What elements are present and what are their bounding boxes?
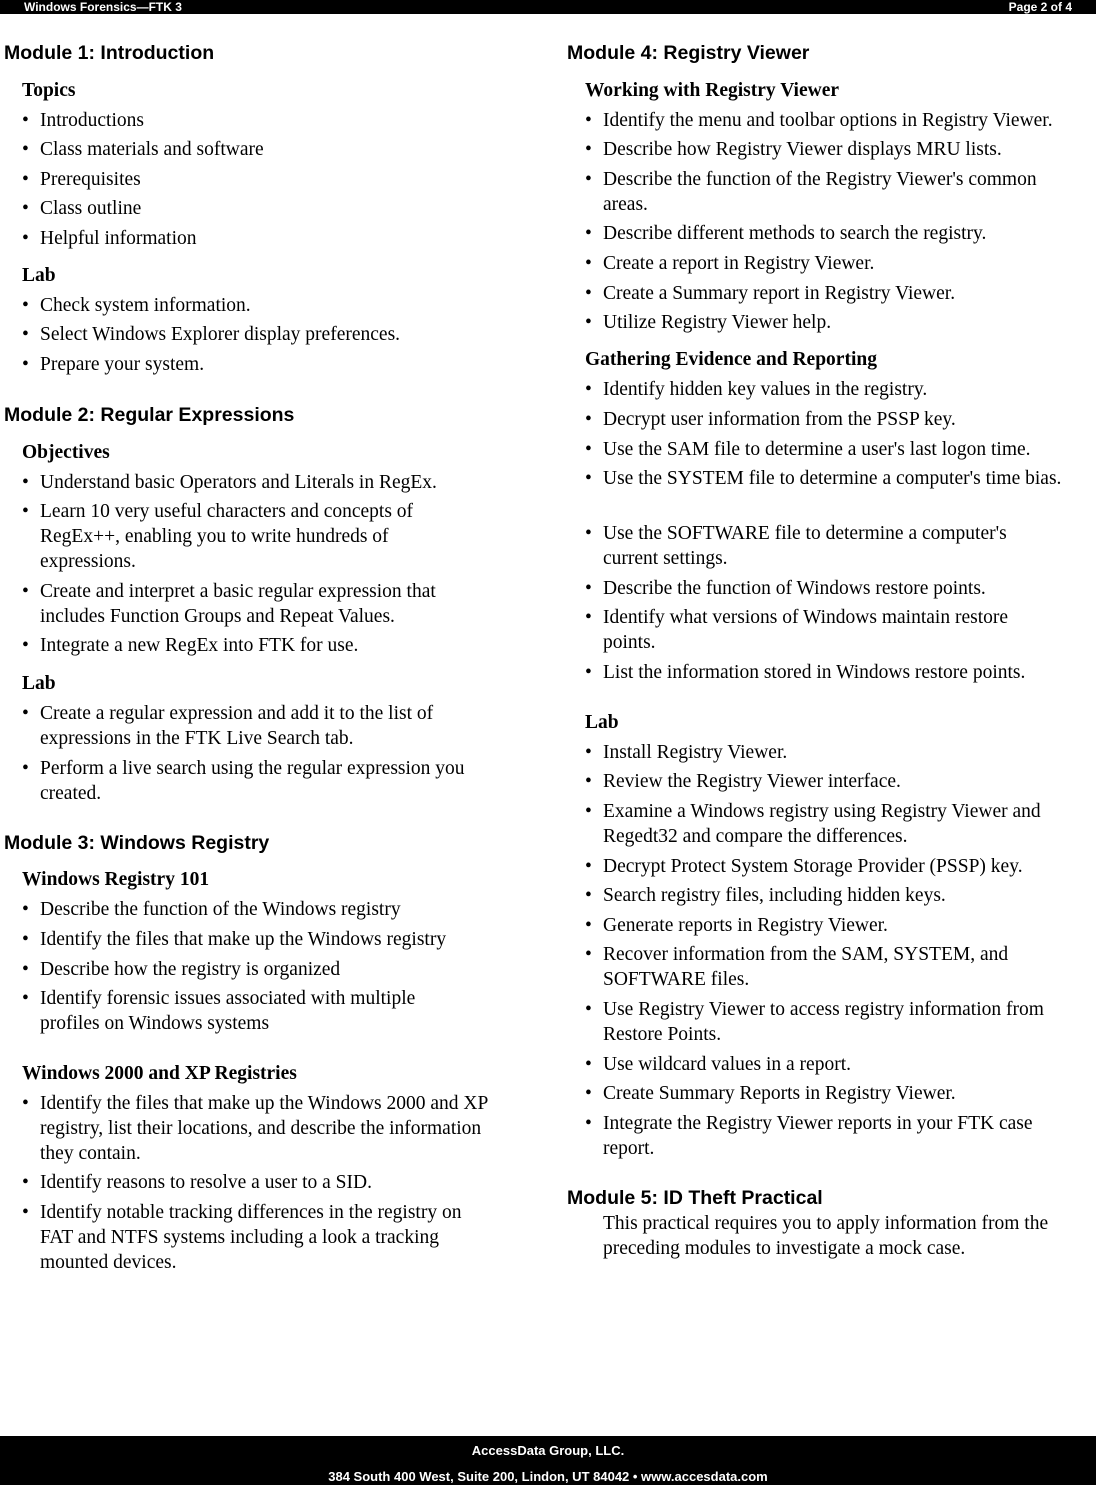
- bullet-icon: •: [22, 228, 29, 249]
- list-item: • Prepare your system.: [22, 354, 205, 375]
- list-item: • Use the SOFTWARE file to determine a computer's current settings.: [585, 523, 1007, 569]
- bullet-icon: •: [585, 607, 592, 628]
- module-2-title: Module 2: Regular Expressions: [4, 404, 295, 426]
- list-item: • Class outline: [22, 198, 142, 219]
- bullet-icon: •: [22, 169, 29, 190]
- bullet-icon: •: [22, 899, 29, 920]
- bullet-icon: •: [585, 771, 592, 792]
- module-3-title: Module 3: Windows Registry: [4, 832, 270, 854]
- module-4-lab-heading: Lab: [585, 712, 619, 733]
- bullet-icon: •: [585, 283, 592, 304]
- list-item: • Decrypt Protect System Storage Provider (PSSP) key.: [585, 856, 1023, 877]
- list-item: • Perform a live search using the regular expression you created.: [22, 758, 465, 804]
- list-item: • Describe the function of the Registry Viewer's common areas.: [585, 169, 1037, 215]
- bullet-icon: •: [22, 1202, 29, 1223]
- module-1-lab-heading: Lab: [22, 265, 56, 286]
- list-item: • Use wildcard values in a report.: [585, 1054, 851, 1075]
- page-header-bar: [0, 0, 1096, 14]
- bullet-icon: •: [585, 139, 592, 160]
- bullet-icon: •: [22, 110, 29, 131]
- bullet-icon: •: [585, 1054, 592, 1075]
- bullet-icon: •: [585, 662, 592, 683]
- bullet-icon: •: [585, 578, 592, 599]
- list-item: • Class materials and software: [22, 139, 264, 160]
- bullet-icon: •: [22, 635, 29, 656]
- bullet-icon: •: [585, 742, 592, 763]
- bullet-icon: •: [585, 409, 592, 430]
- bullet-icon: •: [585, 523, 592, 544]
- list-item: • Create and interpret a basic regular expression that includes Function Groups and Repeat Values.: [22, 581, 436, 627]
- list-item: • Create a report in Registry Viewer.: [585, 253, 875, 274]
- list-item: • Integrate the Registry Viewer reports in your FTK case report.: [585, 1113, 1033, 1159]
- list-item: • Recover information from the SAM, SYSTEM, and SOFTWARE files.: [585, 944, 1009, 990]
- list-item: • Create a Summary report in Registry Viewer.: [585, 283, 956, 304]
- list-item: • Identify hidden key values in the registry.: [585, 379, 928, 400]
- module-5-title: Module 5: ID Theft Practical: [567, 1187, 823, 1209]
- list-item: • Identify the files that make up the Windows registry: [22, 929, 447, 950]
- list-item: • Identify reasons to resolve a user to a SID.: [22, 1172, 372, 1193]
- list-item: • Prerequisites: [22, 169, 141, 190]
- list-item: • Identify forensic issues associated with multiple profiles on Windows systems: [22, 988, 416, 1034]
- bullet-icon: •: [22, 139, 29, 160]
- module-3-registry-101-heading: Windows Registry 101: [22, 869, 210, 890]
- list-item: • Identify notable tracking differences in the registry on FAT and NTFS systems including a look a tracking mounted devices.: [22, 1202, 462, 1273]
- document-title: Windows Forensics—FTK 3: [24, 0, 182, 14]
- module-3-xp-heading: Windows 2000 and XP Registries: [22, 1063, 297, 1084]
- list-item: • Create Summary Reports in Registry Viewer.: [585, 1083, 956, 1104]
- list-item: • Examine a Windows registry using Registry Viewer and Regedt32 and compare the differences.: [585, 801, 1041, 847]
- bullet-icon: •: [585, 856, 592, 877]
- bullet-icon: •: [22, 295, 29, 316]
- bullet-icon: •: [22, 472, 29, 493]
- bullet-icon: •: [585, 1113, 592, 1134]
- list-item: • Select Windows Explorer display preferences.: [22, 324, 401, 345]
- bullet-icon: •: [585, 439, 592, 460]
- module-4-gathering-heading: Gathering Evidence and Reporting: [585, 349, 877, 370]
- list-item: • Understand basic Operators and Literals in RegEx.: [22, 472, 437, 493]
- list-item: • Check system information.: [22, 295, 251, 316]
- bullet-icon: •: [22, 929, 29, 950]
- module-2-objectives-heading: Objectives: [22, 442, 110, 463]
- list-item: • Integrate a new RegEx into FTK for use.: [22, 635, 359, 656]
- company-address: 384 South 400 West, Suite 200, Lindon, UT 84042 • www.accesdata.com: [328, 1469, 768, 1484]
- list-item: • Identify the files that make up the Windows 2000 and XP registry, list their locations, and describe the information they contain.: [22, 1093, 488, 1164]
- bullet-icon: •: [22, 988, 29, 1009]
- list-item: • Identify the menu and toolbar options in Registry Viewer.: [585, 110, 1053, 131]
- page-number: Page 2 of 4: [1008, 0, 1072, 14]
- bullet-icon: •: [22, 198, 29, 219]
- list-item: • Describe different methods to search the registry.: [585, 223, 987, 244]
- bullet-icon: •: [22, 1172, 29, 1193]
- bullet-icon: •: [22, 324, 29, 345]
- list-item: • Introductions: [22, 110, 144, 131]
- bullet-icon: •: [22, 581, 29, 602]
- list-item: • Describe how Registry Viewer displays MRU lists.: [585, 139, 1002, 160]
- bullet-icon: •: [585, 885, 592, 906]
- list-item: • Describe how the registry is organized: [22, 959, 341, 980]
- bullet-icon: •: [585, 169, 592, 190]
- list-item: • Create a regular expression and add it to the list of expressions in the FTK Live Search tab.: [22, 703, 434, 749]
- bullet-icon: •: [585, 944, 592, 965]
- list-item: • Review the Registry Viewer interface.: [585, 771, 901, 792]
- bullet-icon: •: [22, 703, 29, 724]
- bullet-icon: •: [585, 915, 592, 936]
- list-item: • Search registry files, including hidden keys.: [585, 885, 946, 906]
- list-item: • Decrypt user information from the PSSP key.: [585, 409, 956, 430]
- bullet-icon: •: [585, 223, 592, 244]
- list-item: • Describe the function of the Windows registry: [22, 899, 401, 920]
- bullet-icon: •: [585, 253, 592, 274]
- module-5-description: This practical requires you to apply information from the preceding modules to investigate a mock case.: [603, 1213, 1049, 1259]
- list-item: • Use the SYSTEM file to determine a computer's time bias.: [585, 468, 1062, 489]
- bullet-icon: •: [585, 110, 592, 131]
- bullet-icon: •: [585, 999, 592, 1020]
- list-item: • Utilize Registry Viewer help.: [585, 312, 832, 333]
- bullet-icon: •: [585, 379, 592, 400]
- list-item: • Identify what versions of Windows maintain restore points.: [585, 607, 1009, 653]
- list-item: • Use the SAM file to determine a user's last logon time.: [585, 439, 1031, 460]
- list-item: • Helpful information: [22, 228, 197, 249]
- bullet-icon: •: [22, 959, 29, 980]
- list-item: • Install Registry Viewer.: [585, 742, 788, 763]
- company-name: AccessData Group, LLC.: [471, 1443, 625, 1458]
- list-item: • List the information stored in Windows restore points.: [585, 662, 1026, 683]
- bullet-icon: •: [585, 801, 592, 822]
- list-item: • Learn 10 very useful characters and concepts of RegEx++, enabling you to write hundreds of expressions.: [22, 501, 414, 572]
- list-item: • Describe the function of Windows restore points.: [585, 578, 986, 599]
- bullet-icon: •: [22, 501, 29, 522]
- module-1-title: Module 1: Introduction: [4, 42, 215, 64]
- bullet-icon: •: [585, 468, 592, 489]
- list-item: • Use Registry Viewer to access registry information from Restore Points.: [585, 999, 1044, 1045]
- bullet-icon: •: [22, 758, 29, 779]
- module-4-working-heading: Working with Registry Viewer: [585, 80, 840, 101]
- module-4-title: Module 4: Registry Viewer: [567, 42, 810, 64]
- list-item: • Generate reports in Registry Viewer.: [585, 915, 888, 936]
- bullet-icon: •: [585, 1083, 592, 1104]
- bullet-icon: •: [22, 354, 29, 375]
- module-1-topics-heading: Topics: [22, 80, 76, 101]
- bullet-icon: •: [585, 312, 592, 333]
- bullet-icon: •: [22, 1093, 29, 1114]
- module-2-lab-heading: Lab: [22, 673, 56, 694]
- page-footer-bar: [0, 1436, 1096, 1485]
